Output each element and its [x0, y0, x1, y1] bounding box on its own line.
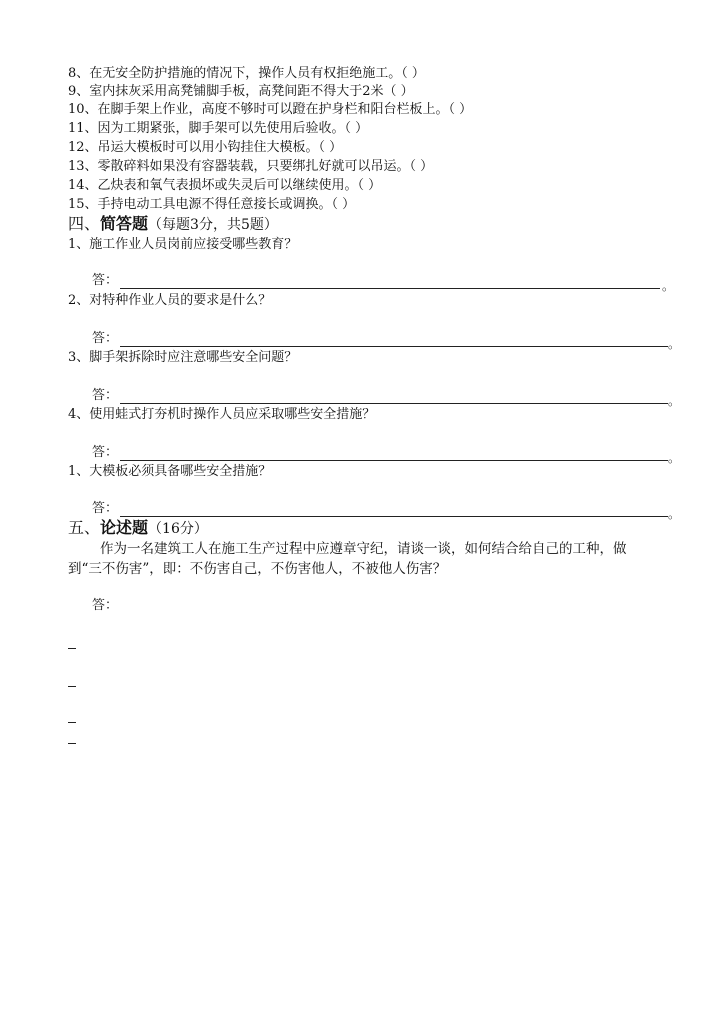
margin-dash-3	[68, 722, 76, 723]
answer-line-4[interactable]	[120, 460, 668, 461]
section-4-title: 简答题	[100, 214, 149, 233]
short-question-5: 1、大模板必须具备哪些安全措施？	[68, 464, 272, 479]
short-question-4: 4、使用蛙式打夯机时操作人员应采取哪些安全措施？	[68, 407, 376, 422]
tf-item-15: 15、手持电动工具电源不得任意接长或调换。（ ）	[68, 197, 356, 212]
answer-period-3: 。	[668, 394, 681, 408]
answer-period-2: 。	[668, 337, 681, 351]
tf-item-9: 9、室内抹灰采用高凳铺脚手板，高凳间距不得大于2米（ ）	[68, 84, 414, 99]
tf-item-10: 10、在脚手架上作业，高度不够时可以蹬在护身栏和阳台栏板上。（ ）	[68, 102, 473, 117]
answer-label-3: 答：	[92, 388, 119, 403]
essay-prompt-line-1: 作为一名建筑工人在施工生产过程中应遵章守纪，请谈一谈，如何结合给自己的工种，做	[100, 541, 627, 557]
tf-item-11: 11、因为工期紧张，脚手架可以先使用后验收。（ ）	[68, 121, 369, 136]
section-4-heading	[68, 214, 278, 235]
essay-answer-label: 答：	[92, 598, 119, 613]
short-question-2: 2、对特种作业人员的要求是什么？	[68, 293, 272, 308]
answer-period-1: 。	[662, 279, 675, 293]
tf-item-14: 14、乙炔表和氧气表损坏或失灵后可以继续使用。（ ）	[68, 178, 382, 193]
answer-label-4: 答：	[92, 445, 119, 460]
short-question-3: 3、脚手架拆除时应注意哪些安全问题？	[68, 350, 298, 365]
essay-prompt-line-2: 到“三不伤害”，即：不伤害自己，不伤害他人，不被他人伤害？	[68, 561, 447, 577]
tf-item-12: 12、吊运大模板时可以用小钩挂住大模板。（ ）	[68, 140, 343, 155]
answer-label-5: 答：	[92, 501, 119, 516]
short-question-1: 1、施工作业人员岗前应接受哪些教育？	[68, 237, 298, 252]
section-4-note: （每题3分，共5题）	[148, 217, 278, 233]
section-5-heading	[68, 518, 208, 539]
answer-period-4: 。	[668, 451, 681, 465]
tf-item-13: 13、零散碎料如果没有容器装载，只要绑扎好就可以吊运。（ ）	[68, 159, 434, 174]
answer-line-1[interactable]	[120, 288, 660, 289]
answer-period-5: 。	[668, 507, 681, 521]
margin-dash-1	[68, 648, 76, 649]
answer-label-2: 答：	[92, 331, 119, 346]
answer-line-5[interactable]	[120, 516, 668, 517]
answer-line-3[interactable]	[120, 403, 668, 404]
tf-item-8: 8、在无安全防护措施的情况下，操作人员有权拒绝施工。（ ）	[68, 66, 425, 81]
section-5-title: 论述题	[100, 518, 149, 537]
section-5-number: 五、	[68, 518, 101, 537]
margin-dash-2	[68, 686, 76, 687]
answer-line-2[interactable]	[120, 346, 668, 347]
margin-dash-4	[68, 743, 76, 744]
section-4-number: 四、	[68, 214, 101, 233]
section-5-note: （16分）	[148, 521, 208, 537]
answer-label-1: 答：	[92, 273, 119, 288]
